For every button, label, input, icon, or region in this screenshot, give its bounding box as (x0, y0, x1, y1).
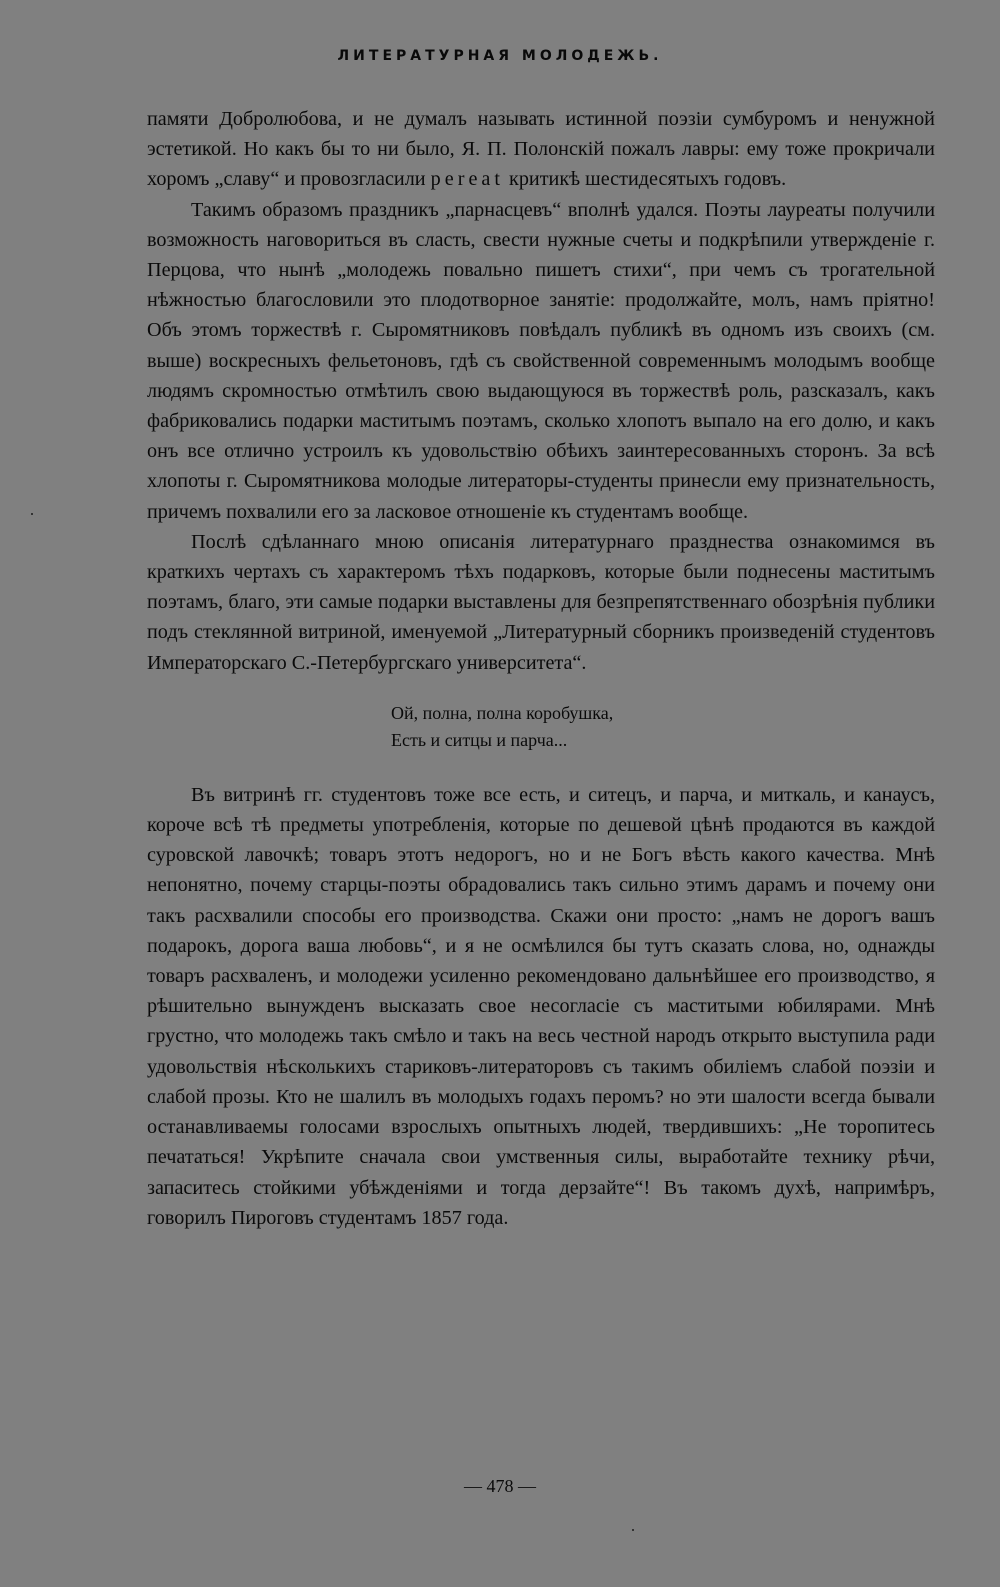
paragraph-1 (147, 104, 935, 195)
scan-speck (31, 513, 33, 515)
latin-word-pereat: pereat (430, 168, 504, 191)
verse-line-1: Ой, полна, полна коробушка, (391, 702, 614, 723)
page-number: — 478 — (464, 1476, 536, 1496)
scan-speck (632, 1529, 634, 1531)
body-text (147, 104, 935, 1233)
paragraph-1-start: памяти Добролюбова, и не думалъ называть истинной поэзіи сумбуромъ и ненужной эстетикой. Но какъ бы то ни было, Я. П. Полонскій пожалъ лавры: ему тоже прокричали хоромъ „славу“ и провозгласили (147, 108, 935, 191)
verse-line-2: Есть и ситцы и парча... (391, 729, 568, 750)
paragraph-2: Такимъ образомъ праздникъ „парнасцевъ“ вполнѣ удался. Поэты лауреаты получили возможность наговориться въ сласть, свести нужные счеты и подкрѣпили утвержденіе г. Перцова, что нынѣ „молодежь повально пишетъ стихи“, при чемъ съ трогательной нѣжностью благословили это плодотворное занятіе: продолжайте, молъ, намъ пріятно! Объ этомъ торжествѣ г. Сыромятниковъ повѣдалъ публикѣ въ одномъ изъ своихъ (см. выше) воскресныхъ фельетоновъ, гдѣ съ свойственной современнымъ молодымъ вообще людямъ скромностью отмѣтилъ свою выдающуюся въ торжествѣ роль, разсказалъ, какъ фабриковались подарки маститымъ поэтамъ, сколько хлопотъ выпало на его долю, и какъ онъ все отлично устроилъ къ удовольствію обѣихъ заинтересованныхъ сторонъ. За всѣ хлопоты г. Сыромятникова молодые литераторы-студенты принесли ему признательность, причемъ похвалили его за ласковое отношеніе къ студентамъ вообще. (147, 198, 935, 523)
paragraph-4: Въ витринѣ гг. студентовъ тоже все есть, и ситецъ, и парча, и миткаль, и канаусъ, короче всѣ тѣ предметы употребленія, которые по дешевой цѣнѣ продаются въ каждой суровской лавочкѣ; товаръ этотъ недорогъ, но и не Богъ вѣсть какого качества. Мнѣ непонятно, почему старцы-поэты обрадовались такъ сильно этимъ дарамъ и почему они такъ расхвалили способы его производства. Скажи они просто: „намъ не дорогъ вашъ подарокъ, дорога ваша любовь“, и я не осмѣлился бы тутъ сказать слова, но, однажды товаръ расхваленъ, и молодежи усиленно рекомендовано дальнѣйшее его производство, я рѣшительно вынужденъ высказать свое несогласіе съ маститыми юбилярами. Мнѣ грустно, что молодежь такъ смѣло и такъ на весь честной народъ открыто выступила ради удовольствія нѣсколькихъ стариковъ-литераторовъ съ такимъ обиліемъ слабой поэзіи и слабой прозы. Кто не шалилъ въ молодыхъ годахъ перомъ? но эти шалости всегда бывали останавливаемы голосами взрослыхъ опытныхъ людей, твердившихъ: „Не торопитесь печататься! Укрѣпите сначала свои умственныя силы, выработайте технику рѣчи, запаситесь стойкими убѣжденіями и тогда дерзайте“! Въ такомъ духѣ, напримѣръ, говорилъ Пироговъ студентамъ 1857 года. (147, 783, 935, 1229)
paragraph-1-end: критикѣ шестидесятыхъ годовъ. (503, 168, 787, 191)
running-title: ЛИТЕРАТУРНАЯ МОЛОДЕЖЬ. (337, 48, 663, 64)
paragraph-3: Послѣ сдѣланнаго мною описанія литературнаго празднества ознакомимся въ краткихъ чертахъ съ характеромъ тѣхъ подарковъ, которые были поднесены маститымъ поэтамъ, благо, эти самые подарки выставлены для безпрепятственнаго обозрѣнія публики подъ стеклянной витриной, именуемой „Литературный сборникъ произведеній студентовъ Императорскаго С.-Петербургскаго университета“. (147, 530, 935, 674)
verse-quote (391, 700, 935, 754)
